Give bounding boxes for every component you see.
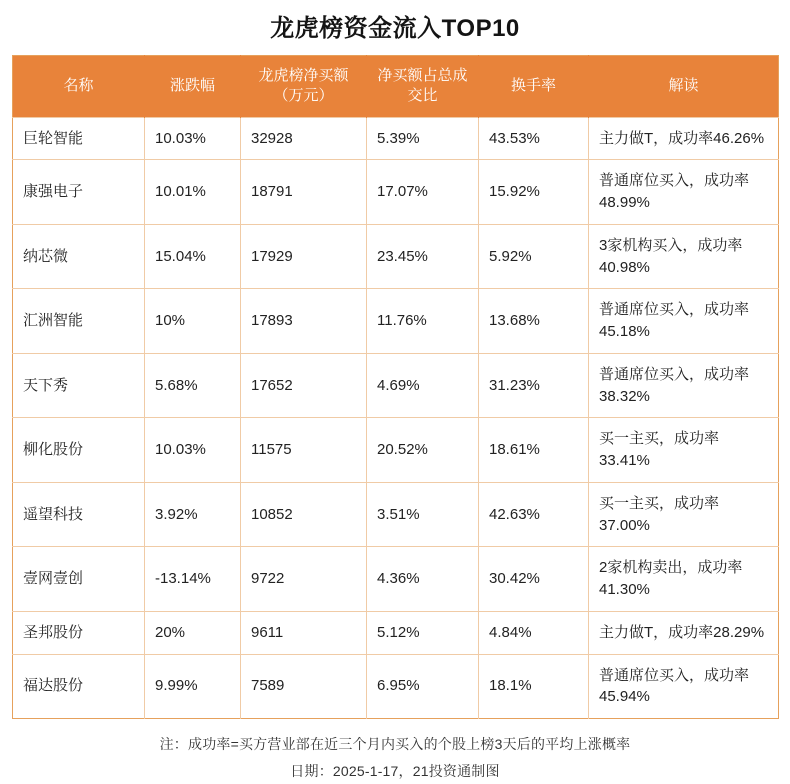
cell-net-buy: 17929 xyxy=(241,224,367,289)
cell-net-ratio: 23.45% xyxy=(367,224,479,289)
cell-change: 10.03% xyxy=(145,418,241,483)
table-header xyxy=(13,56,779,118)
table-row xyxy=(13,224,779,289)
cell-turnover: 15.92% xyxy=(479,160,589,225)
cell-change: 3.92% xyxy=(145,482,241,547)
footer-date: 日期：2025-1-17，21投资通制图 xyxy=(290,762,500,779)
page-title: 龙虎榜资金流入TOP10 xyxy=(270,15,520,42)
table-row xyxy=(13,117,779,160)
cell-note: 主力做T，成功率46.26% xyxy=(589,117,779,160)
cell-change: 5.68% xyxy=(145,353,241,418)
footer xyxy=(12,719,778,784)
cell-net-ratio: 20.52% xyxy=(367,418,479,483)
table-header-row xyxy=(13,56,779,118)
cell-name: 汇洲智能 xyxy=(13,289,145,354)
cell-note: 3家机构买入，成功率40.98% xyxy=(589,224,779,289)
cell-note: 普通席位买入，成功率48.99% xyxy=(589,160,779,225)
cell-net-buy: 17652 xyxy=(241,353,367,418)
cell-turnover: 18.61% xyxy=(479,418,589,483)
cell-net-ratio: 5.39% xyxy=(367,117,479,160)
cell-net-ratio: 11.76% xyxy=(367,289,479,354)
table-row xyxy=(13,611,779,654)
cell-name: 壹网壹创 xyxy=(13,547,145,612)
cell-turnover: 42.63% xyxy=(479,482,589,547)
cell-change: 10.01% xyxy=(145,160,241,225)
cell-change: 15.04% xyxy=(145,224,241,289)
cell-net-ratio: 17.07% xyxy=(367,160,479,225)
footer-note: 注：成功率=买方营业部在近三个月内买入的个股上榜3天后的平均上涨概率 xyxy=(159,736,631,752)
cell-change: 9.99% xyxy=(145,654,241,719)
cell-note: 主力做T，成功率28.29% xyxy=(589,611,779,654)
table-row xyxy=(13,654,779,719)
cell-name: 柳化股份 xyxy=(13,418,145,483)
table-body xyxy=(13,117,779,719)
cell-name: 纳芯微 xyxy=(13,224,145,289)
column-header-turnover: 换手率 xyxy=(479,56,589,118)
cell-turnover: 43.53% xyxy=(479,117,589,160)
cell-name: 巨轮智能 xyxy=(13,117,145,160)
cell-net-buy: 17893 xyxy=(241,289,367,354)
table-row xyxy=(13,482,779,547)
cell-note: 2家机构卖出，成功率41.30% xyxy=(589,547,779,612)
cell-change: 10.03% xyxy=(145,117,241,160)
column-header-change: 涨跌幅 xyxy=(145,56,241,118)
cell-turnover: 30.42% xyxy=(479,547,589,612)
cell-name: 天下秀 xyxy=(13,353,145,418)
cell-net-buy: 11575 xyxy=(241,418,367,483)
cell-name: 福达股份 xyxy=(13,654,145,719)
cell-note: 普通席位买入，成功率45.18% xyxy=(589,289,779,354)
cell-note: 普通席位买入，成功率45.94% xyxy=(589,654,779,719)
cell-name: 遥望科技 xyxy=(13,482,145,547)
cell-turnover: 18.1% xyxy=(479,654,589,719)
table-row xyxy=(13,353,779,418)
cell-turnover: 31.23% xyxy=(479,353,589,418)
column-header-name: 名称 xyxy=(13,56,145,118)
cell-change: 20% xyxy=(145,611,241,654)
table-row xyxy=(13,547,779,612)
cell-name: 圣邦股份 xyxy=(13,611,145,654)
cell-net-buy: 18791 xyxy=(241,160,367,225)
cell-turnover: 13.68% xyxy=(479,289,589,354)
column-header-net-buy: 龙虎榜净买额（万元） xyxy=(241,56,367,118)
cell-net-buy: 9611 xyxy=(241,611,367,654)
table-row xyxy=(13,418,779,483)
table-row xyxy=(13,160,779,225)
cell-net-buy: 10852 xyxy=(241,482,367,547)
cell-turnover: 5.92% xyxy=(479,224,589,289)
cell-net-ratio: 3.51% xyxy=(367,482,479,547)
table-row xyxy=(13,289,779,354)
cell-net-ratio: 5.12% xyxy=(367,611,479,654)
column-header-net-ratio: 净买额占总成交比 xyxy=(367,56,479,118)
cell-change: 10% xyxy=(145,289,241,354)
cell-net-buy: 9722 xyxy=(241,547,367,612)
cell-net-ratio: 4.36% xyxy=(367,547,479,612)
cell-note: 买一主买，成功率33.41% xyxy=(589,418,779,483)
cell-note: 普通席位买入，成功率38.32% xyxy=(589,353,779,418)
cell-turnover: 4.84% xyxy=(479,611,589,654)
cell-net-ratio: 4.69% xyxy=(367,353,479,418)
column-header-note: 解读 xyxy=(589,56,779,118)
cell-note: 买一主买，成功率37.00% xyxy=(589,482,779,547)
cell-change: -13.14% xyxy=(145,547,241,612)
cell-net-buy: 32928 xyxy=(241,117,367,160)
cell-net-buy: 7589 xyxy=(241,654,367,719)
rank-table xyxy=(12,55,779,719)
cell-net-ratio: 6.95% xyxy=(367,654,479,719)
cell-name: 康强电子 xyxy=(13,160,145,225)
